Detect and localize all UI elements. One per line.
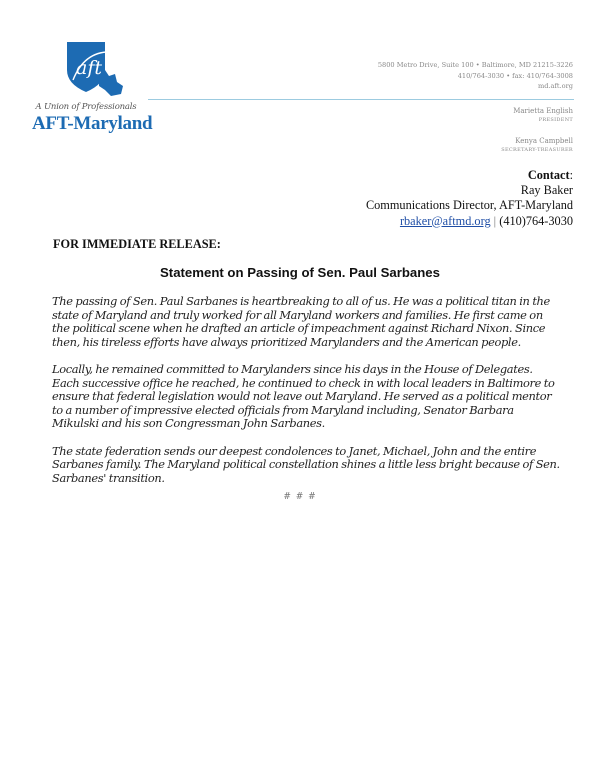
address-street: 5800 Metro Drive, Suite 100 • Baltimore, MD 21215-3226 — [377, 61, 573, 69]
contact-details — [366, 214, 573, 229]
aft-maryland-logo — [30, 40, 153, 135]
statement-paragraph: Locally, he remained committed to Marylanders since his days in the House of Delegates. Each successive office he reached, he continued to check in with local leaders in Baltimore to ensure that federal legislation would not leave out Maryland. He served as a political mentor to a number of impressive elected officials from Maryland including, Senator Barbara Mikulski and his son Congressman John Sarbanes. — [52, 361, 555, 431]
statement-paragraph: The passing of Sen. Paul Sarbanes is heartbreaking to all of us. He was a political titan in the state of Maryland and truly worked for all Maryland workers and families. He first came on the political scene when he drafted an article of impeachment against Richard Nixon. Since then, his tireless efforts have always prioritized Marylanders and the American people. — [52, 294, 550, 349]
contact-email-link[interactable]: rbaker@aftmd.org — [399, 213, 491, 228]
contact-role: Communications Director, AFT-Maryland — [365, 198, 573, 213]
header-divider — [148, 99, 574, 100]
officer-secretary-treasurer — [501, 136, 573, 155]
contact-heading — [366, 168, 573, 183]
maryland-shield-logo-icon — [65, 40, 125, 98]
statement-title: Statement on Passing of Sen. Paul Sarbanes — [160, 265, 440, 280]
address-phone-fax: 410/764-3030 • fax: 410/764-3008 — [457, 71, 573, 80]
officer-title: SECRETARY-TREASURER — [501, 147, 573, 153]
statement-body — [52, 295, 562, 499]
logo-tagline: A Union of Professionals — [35, 102, 137, 112]
release-heading: FOR IMMEDIATE RELEASE: — [53, 237, 221, 251]
officer-name: Kenya Campbell — [515, 137, 573, 145]
officer-title: PRESIDENT — [538, 117, 573, 123]
logo-organization-name: AFT-Maryland — [32, 113, 153, 134]
contact-block — [366, 168, 573, 229]
contact-colon: : — [569, 168, 573, 182]
address-website: md.aft.org — [537, 82, 573, 90]
contact-label: Contact — [527, 168, 570, 182]
end-of-release-mark: # # # — [283, 492, 317, 502]
logo-mark-text: aft — [76, 57, 102, 79]
officers-list — [501, 106, 573, 155]
officer-name: Marietta English — [513, 107, 573, 115]
contact-name: Ray Baker — [520, 183, 573, 198]
contact-phone: (410)764-3030 — [499, 213, 573, 228]
organization-address — [378, 60, 573, 92]
contact-separator: | — [490, 213, 500, 228]
statement-paragraph: The state federation sends our deepest condolences to Janet, Michael, John and the entire Sarbanes family. The Maryland political constellation shines a little less bright because of Sen. Sarbanes' transition. — [52, 443, 560, 485]
officer-president — [501, 106, 573, 125]
